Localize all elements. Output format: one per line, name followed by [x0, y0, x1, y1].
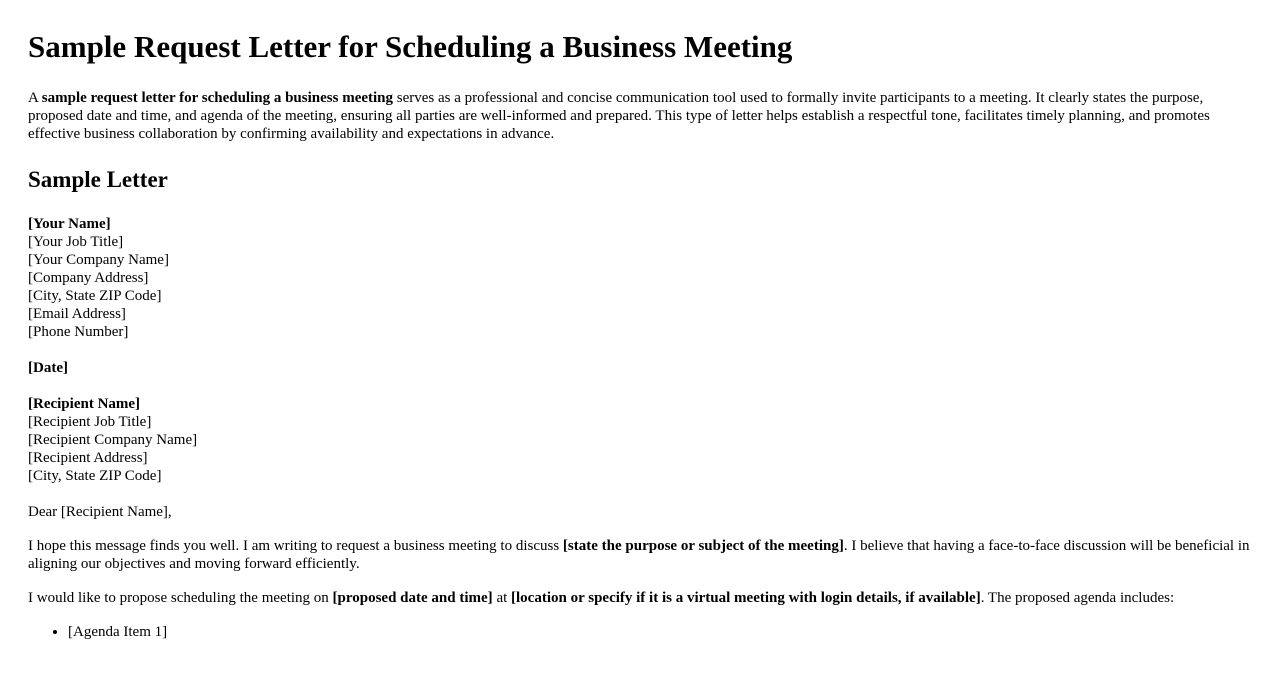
intro-paragraph	[28, 89, 1250, 143]
para2-bold-location: [location or specify if it is a virtual meeting with login details, if available]	[511, 590, 981, 606]
letter-date: [Date]	[28, 360, 68, 376]
recipient-city: [City, State ZIP Code]	[28, 468, 162, 484]
sender-company: [Your Company Name]	[28, 252, 169, 268]
para2-text-mid: at	[492, 590, 512, 606]
intro-bold-phrase: sample request letter for scheduling a business meeting	[41, 90, 394, 106]
salutation: Dear [Recipient Name],	[28, 504, 172, 520]
para1-bold-placeholder: [state the purpose or subject of the meeting]	[562, 538, 844, 554]
sender-block	[28, 215, 1250, 341]
recipient-name: [Recipient Name]	[28, 396, 141, 412]
list-item: • [Agenda Item 1]	[68, 623, 1250, 641]
sender-city: [City, State ZIP Code]	[28, 288, 162, 304]
sender-phone: [Phone Number]	[28, 324, 129, 340]
section-heading: Sample Letter	[28, 167, 168, 192]
intro-text-start: A	[28, 90, 42, 106]
para2-bold-date: [proposed date and time]	[332, 590, 493, 606]
para2-text-start: I would like to propose scheduling the meeting on	[28, 590, 333, 606]
para2-text-end: . The proposed agenda includes:	[980, 590, 1175, 606]
sender-address: [Company Address]	[28, 270, 149, 286]
agenda-list	[28, 623, 1250, 641]
document-page	[0, 29, 1278, 641]
recipient-company: [Recipient Company Name]	[28, 432, 198, 448]
body-paragraph-2	[28, 589, 1250, 607]
body-paragraph-1	[28, 537, 1250, 573]
sender-email: [Email Address]	[28, 306, 126, 322]
para1-text-end: . I believe that having a face-to-face discussion will be beneficial in aligning our objectives and moving forward efficiently.	[28, 538, 1250, 572]
recipient-address: [Recipient Address]	[28, 450, 148, 466]
sender-job-title: [Your Job Title]	[28, 234, 124, 250]
recipient-job-title: [Recipient Job Title]	[28, 414, 152, 430]
date-block	[28, 359, 1250, 377]
sender-name: [Your Name]	[28, 216, 111, 232]
para1-text-start: I hope this message finds you well. I am writing to request a business meeting to discuss	[28, 538, 563, 554]
recipient-block	[28, 395, 1250, 485]
intro-text-end: serves as a professional and concise communication tool used to formally invite participants to a meeting. It clearly states the purpose, proposed date and time, and agenda of the meeting, ensuring all parties are well-informed and prepared. This type of letter helps establish a respectful tone, facilitates timely planning, and promotes effective business collaboration by confirming availability and expectations in advance.	[28, 90, 1210, 142]
page-title: Sample Request Letter for Scheduling a Business Meeting	[28, 29, 793, 64]
